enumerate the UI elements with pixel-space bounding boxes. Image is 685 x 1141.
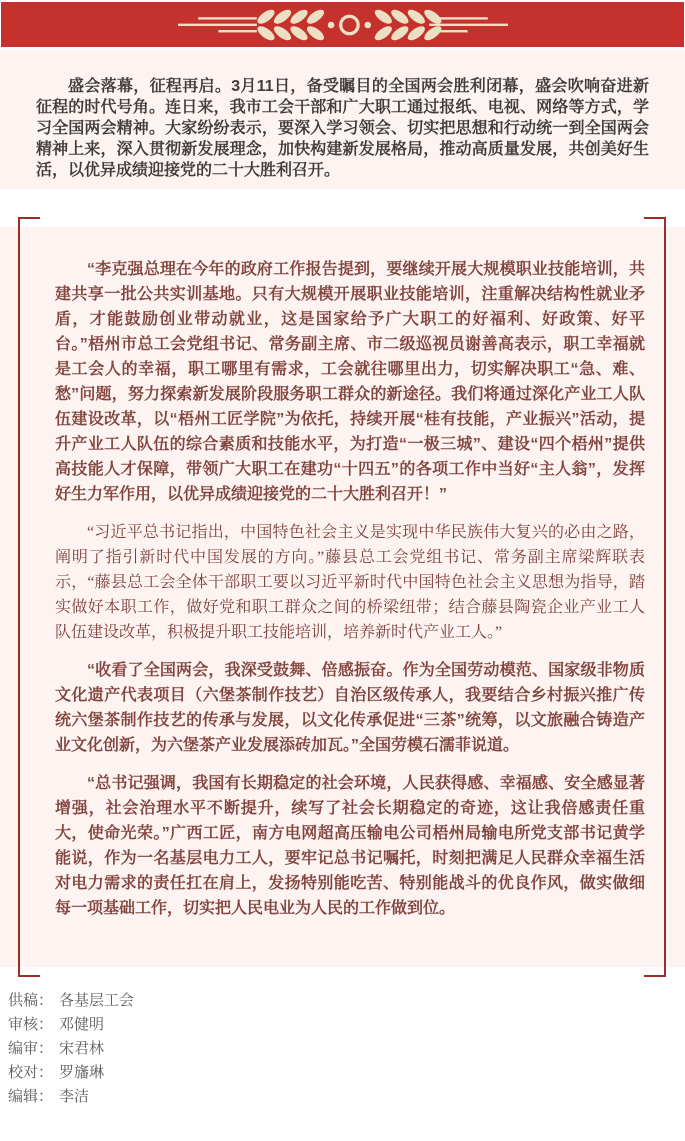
credit-line (8, 1041, 675, 1057)
quote-paragraph: “李克强总理在今年的政府工作报告提到，要继续开展大规模职业技能培训，共建共享一批公共实训基地。只有大规模开展职业技能培训，注重解决结构性就业矛盾，才能鼓励创业带动就业，这是国家给予广大职工的好福利、好政策、好平台。”梧州市总工会党组书记、常务副主席、市二级巡视员谢善高表示，职工幸福就是工会人的幸福，职工哪里有需求，工会就往哪里出力，切实解决职工“急、难、愁”问题，努力探索新发展阶段服务职工群众的新途径。我们将通过深化产业工人队伍建设改革，以“梧州工匠学院”为依托，持续开展“桂有技能，产业振兴”活动，提升产业工人队伍的综合素质和技能水平，为打造“一极三城”、建设“四个梧州”提供高技能人才保障，带领广大职工在建功“十四五”的各项工作中当好“主人翁”，发挥好生力军作用，以优异成绩迎接党的二十大胜利召开！” (55, 261, 645, 503)
quote-box-corner-bottom-left (18, 975, 40, 977)
credit-value: 宋君林 (59, 1040, 105, 1057)
credit-label: 编审： (8, 1040, 54, 1057)
quote-box-left-border (18, 217, 20, 977)
credit-value: 罗旛琳 (59, 1064, 105, 1081)
credit-label: 供稿： (8, 992, 54, 1009)
credit-label: 编辑： (8, 1088, 54, 1105)
credit-line (8, 1017, 675, 1033)
credit-label: 校对： (8, 1064, 54, 1081)
quote-box-right-border (664, 217, 666, 977)
credit-value: 李洁 (59, 1088, 90, 1105)
wheat-divider-icon (178, 4, 508, 46)
credits-footer (0, 967, 685, 1119)
intro-paragraph: 盛会落幕，征程再启。3月11日，备受瞩目的全国两会胜利闭幕，盛会吹响奋进新征程的时代号角。连日来，我市工会干部和广大职工通过报纸、电视、网络等方式，学习全国两会精神。大家纷纷表示，要深入学习领会、切实把思想和行动统一到全国两会精神上来，深入贯彻新发展理念，加快构建新发展格局，推动高质量发展，共创美好生活，以优异成绩迎接党的二十大胜利召开。 (36, 78, 649, 179)
quote-paragraph: “习近平总书记指出，中国特色社会主义是实现中华民族伟大复兴的必由之路，阐明了指引新时代中国发展的方向。”藤县总工会党组书记、常务副主席梁辉联表示，“藤县总工会全体干部职工要以习近平新时代中国特色社会主义思想为指导，踏实做好本职工作，做好党和职工群众之间的桥梁纽带；结合藤县陶瓷企业产业工人队伍建设改革，积极提升职工技能培训，培养新时代产业工人。” (55, 524, 645, 641)
credit-line (8, 993, 675, 1009)
credit-label: 审核： (8, 1016, 54, 1033)
credit-value: 各基层工会 (59, 992, 135, 1009)
quote-paragraph: “总书记强调，我国有长期稳定的社会环境，人民获得感、幸福感、安全感显著增强，社会治理水平不断提升，续写了社会长期稳定的奇迹，这让我倍感责任重大，使命光荣。”广西工匠，南方电网超高压输电公司梧州局输电所党支部书记黄学能说，作为一名基层电力工人，要牢记总书记嘱托，时刻把满足人民群众幸福生活对电力需求的责任扛在肩上，发扬特别能吃苦、特别能战斗的优良作风，做实做细每一项基础工作，切实把人民电业为人民的工作做到位。 (55, 775, 645, 917)
header-banner (1, 2, 684, 47)
quote-box-corner-bottom-right (644, 975, 666, 977)
credit-line (8, 1065, 675, 1081)
quote-box-corner-top-left (18, 217, 40, 219)
intro-section (0, 50, 685, 189)
quote-paragraph: “收看了全国两会，我深受鼓舞、倍感振奋。作为全国劳动模范、国家级非物质文化遗产代表项目（六堡茶制作技艺）自治区级传承人，我要结合乡村振兴推广传统六堡茶制作技艺的传承与发展，以文化传承促进“三茶”统筹，以文旅融合铸造产业文化创新，为六堡茶产业发展添砖加瓦。”全国劳模石濡菲说道。 (55, 662, 645, 754)
quote-box-corner-top-right (644, 217, 666, 219)
credit-value: 邓健明 (59, 1016, 105, 1033)
quote-box (0, 227, 685, 967)
credit-line (8, 1089, 675, 1105)
